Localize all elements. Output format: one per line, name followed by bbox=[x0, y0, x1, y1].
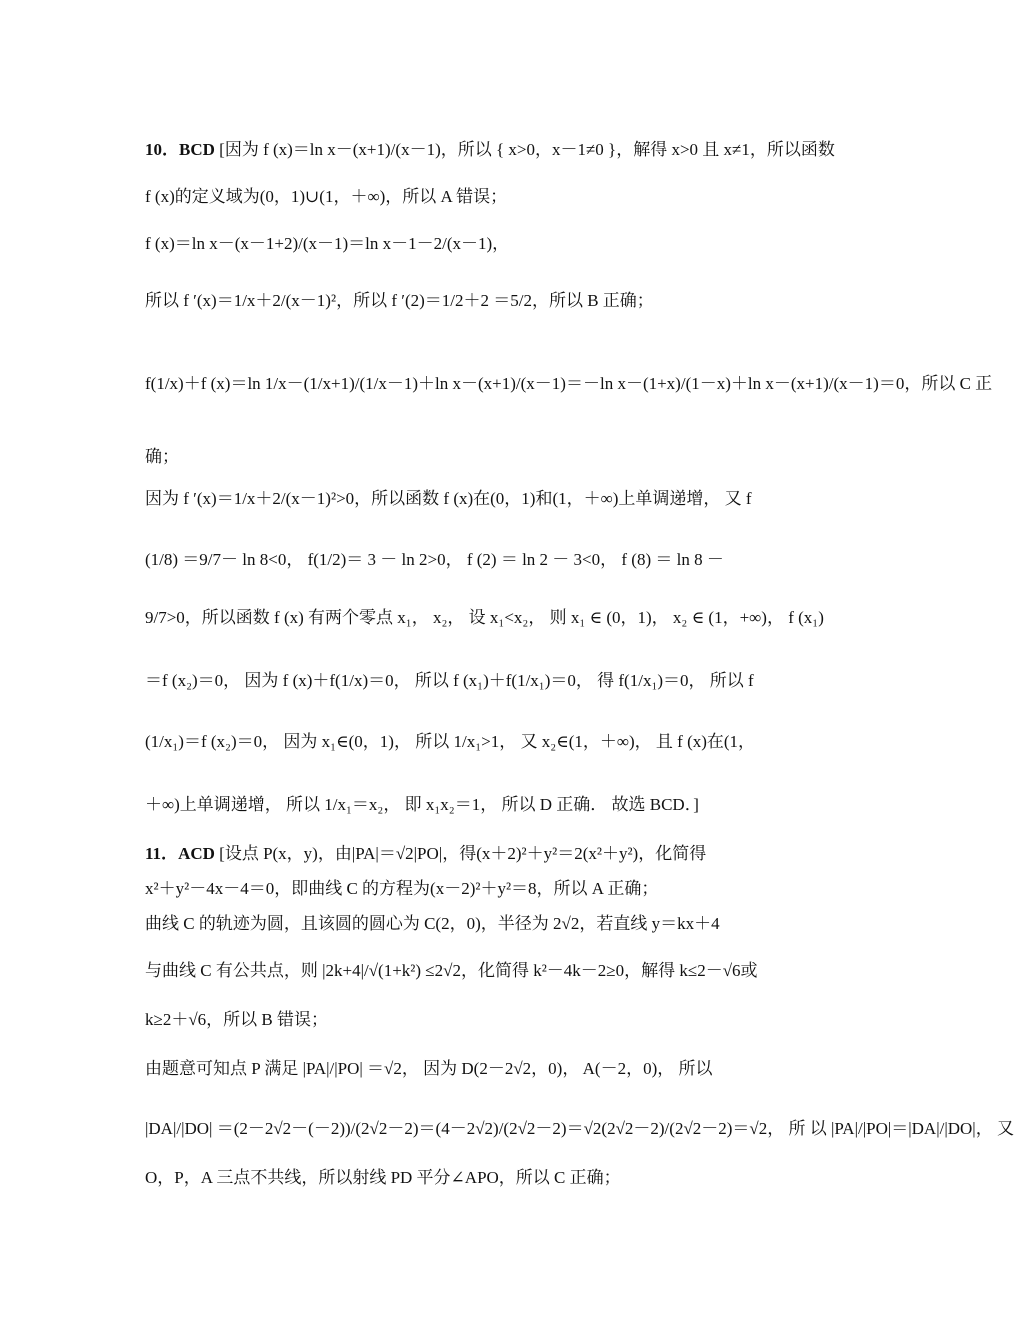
q11-line-6: 由题意可知点 P 满足 |PA|/|PO| ＝√2， 因为 D(2－2√2，0)， A(－2，0)， 所以 bbox=[145, 1059, 713, 1078]
q10-number: 10． bbox=[145, 140, 179, 159]
q11-line-8: O，P，A 三点不共线，所以射线 PD 平分∠APO，所以 C 正确； bbox=[145, 1168, 621, 1187]
q11-line-1 bbox=[145, 843, 810, 865]
q11-line-4: 与曲线 C 有公共点，则 |2k+4|/√(1+k²) ≤2√2，化简得 k²－4k－2≥0，解得 k≤2－√6或 bbox=[145, 961, 758, 980]
q11-line-5: k≥2＋√6，所以 B 错误； bbox=[145, 1010, 328, 1029]
q11-text-1: [设点 P(x，y)，由|PA|＝√2|PO|，得(x＋2)²＋y²＝2(x²＋y²)，化简得 bbox=[219, 844, 707, 863]
q10-line-6: 确； bbox=[145, 447, 179, 466]
q11-line-2: x²＋y²－4x－4＝0，即曲线 C 的方程为(x－2)²＋y²＝8，所以 A 正确； bbox=[145, 879, 659, 898]
q10-line-10: ＝f (x₂)＝0， 因为 f (x)＋f(1/x)＝0， 所以 f (x₁)＋f(1/x₁)＝0， 得 f(1/x₁)＝0， 所以 f bbox=[145, 671, 754, 690]
q11-answer: ACD bbox=[178, 844, 215, 863]
q10-line-5: f(1/x)＋f (x)＝ln 1/x－(1/x+1)/(1/x－1)＋ln x－(x+1)/(x－1)＝－ln x－(1+x)/(1－x)＋ln x－(x+1)/(x－1)＝0，所以 C 正 bbox=[145, 374, 993, 393]
q10-line-3: f (x)＝ln x－(x－1+2)/(x－1)＝ln x－1－2/(x－1)， bbox=[145, 234, 510, 253]
q11-line-7: |DA|/|DO| ＝(2－2√2－(－2))/(2√2－2)＝(4－2√2)/(2√2－2)＝√2(2√2－2)/(2√2－2)＝√2， 所 以 |PA|/|PO|＝|DA|/|DO|， 又 bbox=[145, 1119, 1014, 1138]
q11-line-3: 曲线 C 的轨迹为圆，且该圆的圆心为 C(2，0)，半径为 2√2，若直线 y＝kx＋4 bbox=[145, 914, 720, 933]
q10-line-12: ＋∞)上单调递增， 所以 1/x₁＝x₂， 即 x₁x₂＝1， 所以 D 正确． 故选 BCD．] bbox=[145, 795, 699, 814]
q10-text-1: [因为 f (x)＝ln x－(x+1)/(x－1)，所以 { x>0，x－1≠0 }，解得 x>0 且 x≠1，所以函数 bbox=[219, 140, 835, 159]
q10-line-9: 9/7>0，所以函数 f (x) 有两个零点 x₁， x₂， 设 x₁<x₂， 则 x₁ ∈ (0，1)， x₂ ∈ (1，+∞)， f (x₁) bbox=[145, 608, 824, 627]
q10-line-7: 因为 f ′(x)＝1/x＋2/(x－1)²>0，所以函数 f (x)在(0，1)和(1，＋∞)上单调递增， 又 f bbox=[145, 489, 752, 508]
q10-answer: BCD bbox=[179, 140, 215, 159]
q10-line-2: f (x)的定义域为(0，1)∪(1，＋∞)，所以 A 错误； bbox=[145, 187, 508, 206]
q10-line-8: (1/8) ＝9/7－ ln 8<0， f(1/2)＝ 3 － ln 2>0， f (2) ＝ ln 2 － 3<0， f (8) ＝ ln 8 － bbox=[145, 550, 724, 569]
q10-line-4: 所以 f ′(x)＝1/x＋2/(x－1)²，所以 f ′(2)＝1/2＋2 ＝5/2，所以 B 正确； bbox=[145, 291, 654, 310]
q10-line-11: (1/x₁)＝f (x₂)＝0， 因为 x₁∈(0，1)， 所以 1/x₁>1， 又 x₂∈(1，＋∞)， 且 f (x)在(1， bbox=[145, 732, 756, 751]
q10-line-1 bbox=[145, 139, 835, 161]
q11-number: 11． bbox=[145, 844, 179, 863]
